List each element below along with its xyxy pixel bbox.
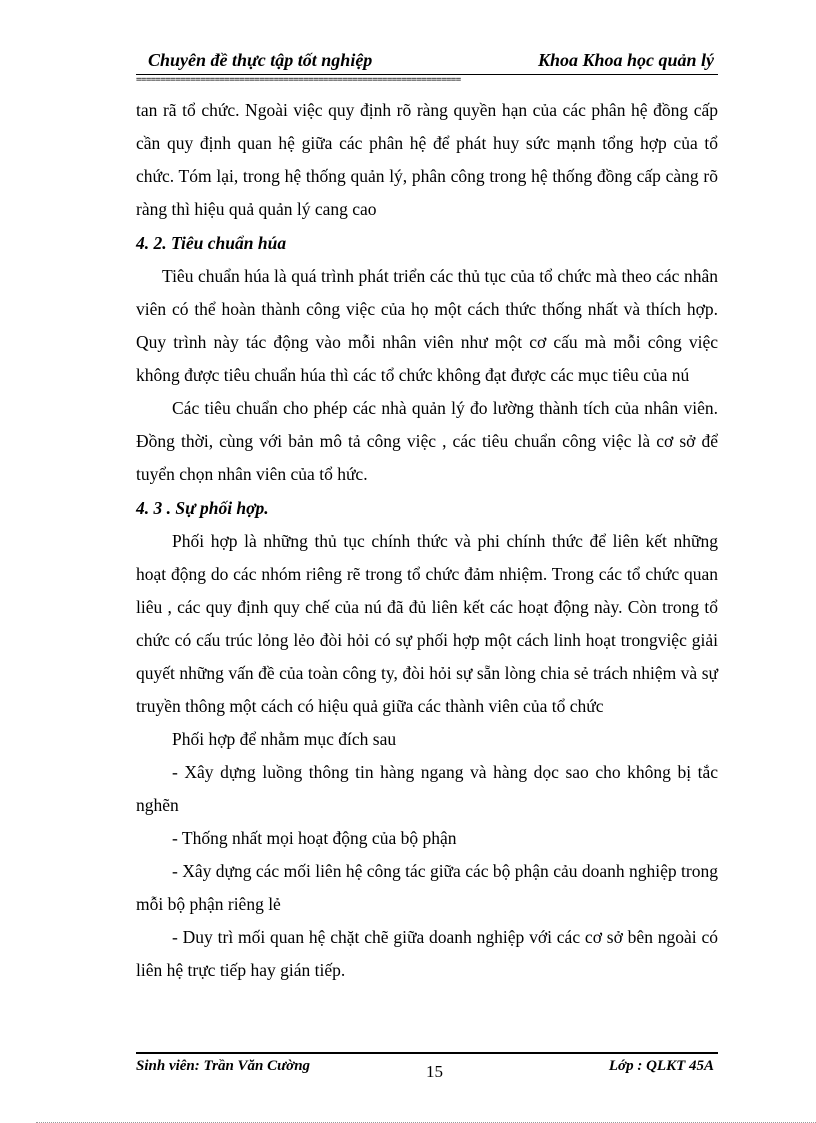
- page-footer: [136, 1052, 718, 1092]
- page-number: 15: [426, 1062, 443, 1081]
- page-body: [136, 94, 718, 987]
- paragraph-coordination: Phối hợp là những thủ tục chính thức và phi chính thức để liên kết những hoạt động do các nhóm riêng rẽ trong tổ chức đảm nhiệm. Trong các tổ chức quan liêu , các quy định quy chế của nú đã đủ liên kết các hoạt động này. Còn trong tổ chức có cấu trúc lỏng lẻo đòi hỏi có sự phối hợp một cách linh hoạt trongviệc giải quyết những vấn đề của toàn công ty, đòi hỏi sự sẵn lòng chia sẻ trách nhiệm và sự truyền thông một cách có hiệu quả giữa các thành viên của tổ chức: [136, 531, 718, 716]
- header-left-title: Chuyên đề thực tập tốt nghiệp: [148, 50, 373, 70]
- footer-rule: [136, 1052, 718, 1054]
- header-separator: ==================================================================: [136, 76, 461, 84]
- page-header: [136, 42, 718, 82]
- footer-student: Sinh viên: Trần Văn Cường: [136, 1058, 311, 1074]
- header-right-title: Khoa Khoa học quản lý: [537, 50, 714, 70]
- list-item: - Duy trì mối quan hệ chặt chẽ giữa doanh nghiệp với các cơ sở bên ngoài có liên hệ trực tiếp hay gián tiếp.: [136, 927, 718, 980]
- list-item: - Xây dựng luồng thông tin hàng ngang và hàng dọc sao cho không bị tắc nghẽn: [136, 762, 718, 815]
- list-item: - Thống nhất mọi hoạt động của bộ phận: [172, 828, 457, 848]
- paragraph-purpose: Phối hợp để nhằm mục đích sau: [172, 729, 397, 749]
- paragraph-intro: tan rã tổ chức. Ngoài việc quy định rõ ràng quyền hạn của các phân hệ đồng cấp cần quy định quan hệ giữa các phân hệ để phát huy sức mạnh tổng hợp của tổ chức. Tóm lại, trong hệ thống quản lý, phân công trong hệ thống đồng cấp càng rõ ràng thì hiệu quả quản lý cang cao: [136, 100, 718, 219]
- list-item: - Xây dựng các mối liên hệ công tác giữa các bộ phận cảu doanh nghiệp trong mỗi bộ phận riêng lẻ: [136, 861, 718, 914]
- section-heading-4-3: 4. 3 . Sự phối hợp.: [136, 498, 269, 518]
- paragraph-standards: Các tiêu chuẩn cho phép các nhà quản lý đo lường thành tích của nhân viên. Đồng thời, cùng với bản mô tả công việc , các tiêu chuẩn công việc là cơ sở để tuyển chọn nhân viên của tổ hức.: [136, 398, 718, 484]
- section-heading-4-2: 4. 2. Tiêu chuẩn húa: [136, 233, 287, 253]
- footer-class: Lớp : QLKT 45A: [608, 1058, 714, 1074]
- header-rule: [136, 74, 718, 75]
- paragraph-standardization: Tiêu chuẩn húa là quá trình phát triển các thủ tục của tổ chức mà theo các nhân viên có thể hoàn thành công việc của họ một cách thức thống nhất và thích hợp. Quy trình này tác động vào mỗi nhân viên như một cơ cấu mà mỗi công việc không được tiêu chuẩn húa thì các tổ chức không đạt được các mục tiêu của nú: [136, 266, 718, 385]
